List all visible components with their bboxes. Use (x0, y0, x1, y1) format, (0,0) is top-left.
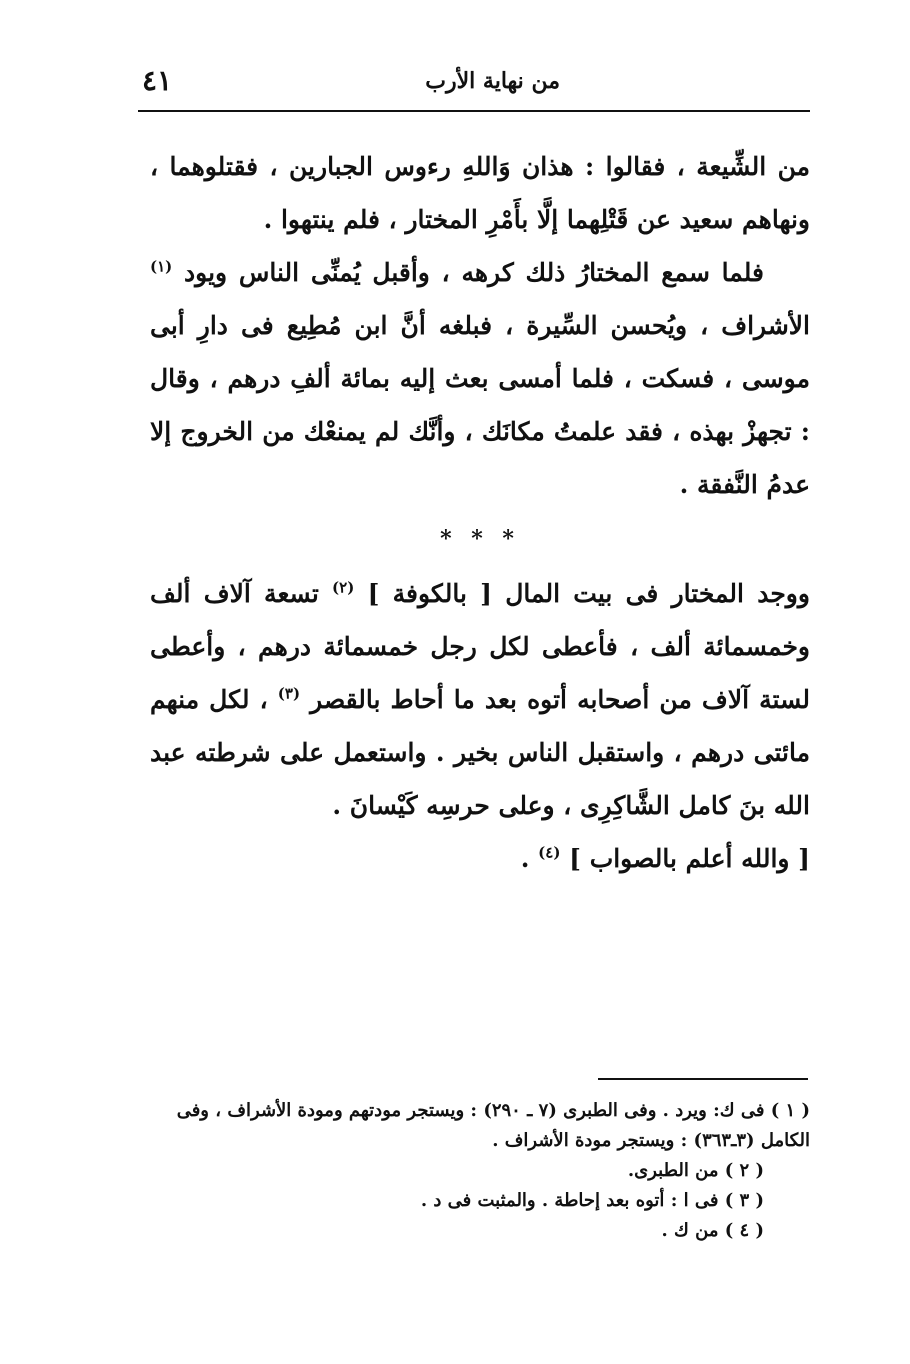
footnote-mark-1[interactable]: (١) (150, 257, 173, 276)
paragraph-3-text-a: ووجد المختار فى بيت المال [ بالكوفة ] (367, 579, 810, 608)
footnotes (150, 1096, 810, 1246)
footnote-4: ( ٤ ) من ك . (661, 1220, 764, 1241)
footnote-1: ( ١ ) فى ك: ويرد . وفى الطبرى (٧ ـ ٢٩٠) : ويستجر مودتهم ومودة الأشراف ، وفى الكامل (٣ـ٣٦٣) : ويستجر مودة الأشراف . (176, 1100, 810, 1151)
paragraph-2-text-a: فلما سمع المختارُ ذلك كرهه ، وأقبل يُمنِّى الناس ويود (184, 258, 764, 287)
paragraph-1-text: من الشِّيعة ، فقالوا : هذان وَاللهِ رءوس الجبارين ، فقتلوهما ، ونهاهم سعيد عن قَتْلِهما إلَّا بأَمْرِ المختار ، فلم ينتهوا . (150, 152, 810, 234)
footnote-3: ( ٣ ) فى ا : أتوه بعد إحاطة . والمثبت فى د . (420, 1190, 764, 1211)
paragraph-3-text-c: ، لكل منهم مائتى درهم ، واستقبل الناس بخير . واستعمل على شرطته عبد الله بنَ كامل الشَّاكِرِى ، وعلى حرسِه كَيْسانَ . (150, 685, 810, 820)
footnote-mark-2[interactable]: (٢) (332, 578, 355, 597)
page-header (138, 64, 810, 104)
footnote-2: ( ٢ ) من الطبرى. (627, 1160, 764, 1181)
paragraph-4 (150, 832, 810, 885)
footnote-mark-4[interactable]: (٤) (538, 843, 561, 862)
closing-period: . (520, 844, 530, 873)
footnote-rule (598, 1078, 808, 1080)
paragraph-1 (150, 140, 810, 246)
section-separator: * * * (440, 526, 520, 552)
running-title: من نهاية الأرب (425, 68, 560, 94)
paragraph-3-text-b: تسعة آلاف ألف وخمسمائة ألف ، فأعطى لكل رجل خمسمائة درهم ، وأعطى لستة آلاف من أصحابه أتوه بعد ما أحاط بالقصر (150, 579, 810, 714)
paragraph-2 (150, 246, 810, 511)
closing-phrase: [ والله أعلم بالصواب ] (569, 844, 810, 873)
paragraph-3 (150, 567, 810, 832)
header-rule (138, 110, 810, 112)
main-text (150, 140, 810, 885)
page-number: ٤١ (142, 64, 173, 97)
footnote-mark-3[interactable]: (٣) (277, 684, 301, 703)
paragraph-2-text-b: الأشراف ، ويُحسن السِّيرة ، فبلغه أنَّ ابن مُطِيع فى دارِ أبى موسى ، فسكت ، فلما أمسى بعث إليه بمائة ألفِ درهم ، وقال : تجهزْ بهذه ، فقد علمتُ مكانَك ، وأنَّك لم يمنعْك من الخروج إلا عدمُ النَّفقة . (150, 311, 810, 499)
